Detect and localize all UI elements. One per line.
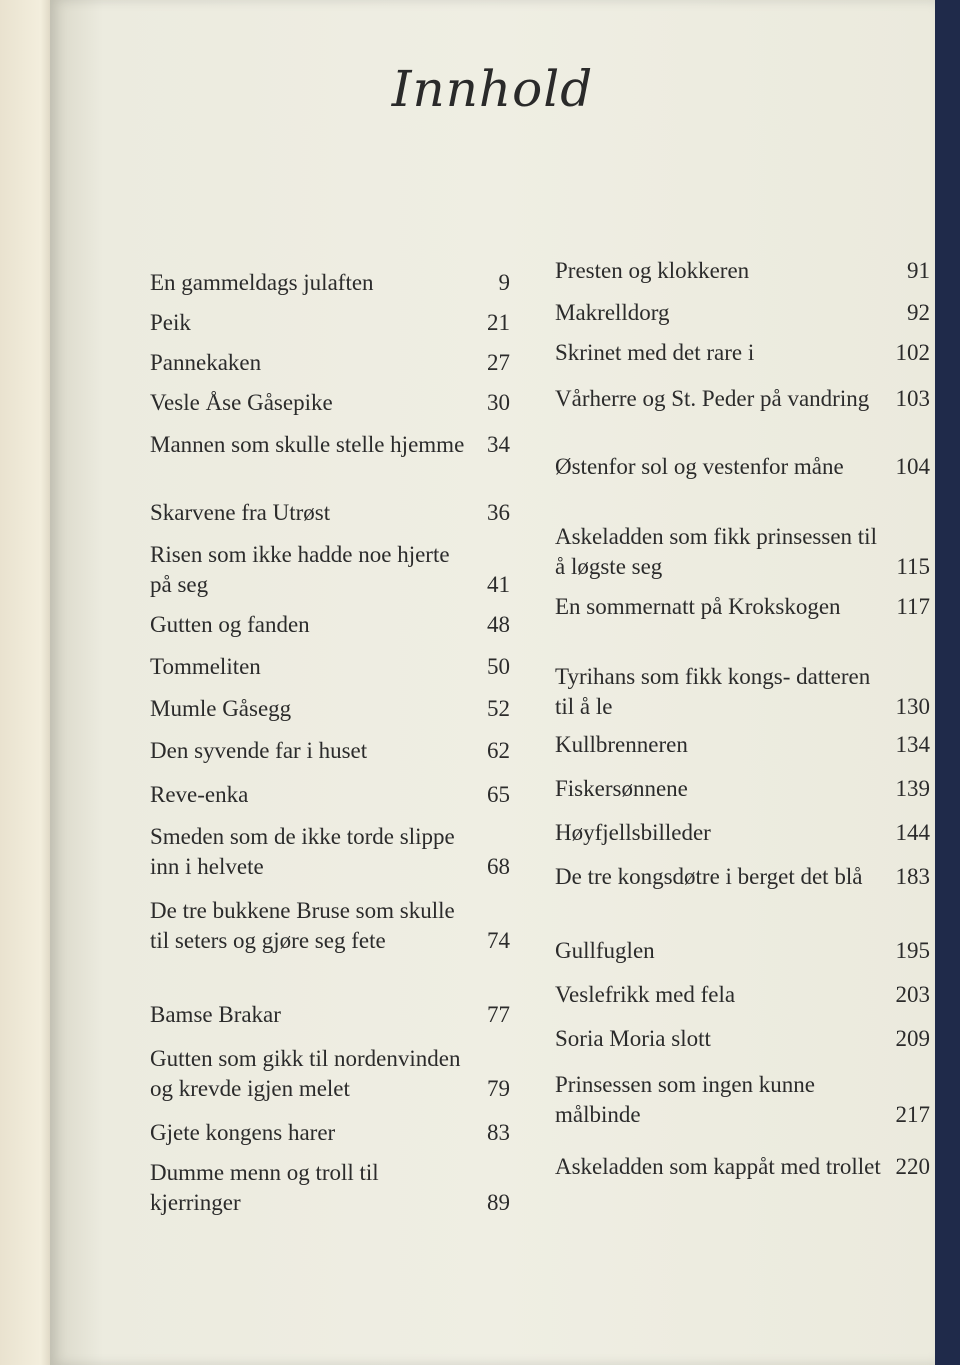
toc-entry: [150, 1000, 510, 1030]
toc-entry-page: 21: [487, 310, 510, 335]
toc-entry-page: 74: [487, 928, 510, 953]
toc-entry: [150, 1158, 510, 1218]
toc-entry: [555, 256, 930, 286]
toc-entry-page: 134: [895, 732, 930, 757]
toc-entry-title: De tre kongsdøtre i berget det blå: [555, 864, 863, 889]
toc-entry: [150, 694, 510, 724]
toc-entry-page: 102: [895, 340, 930, 365]
toc-entry: [150, 610, 510, 640]
toc-entry-title: Smeden som de ikke torde slippe inn i helvete: [150, 824, 455, 879]
toc-entry-page: 91: [907, 258, 930, 283]
toc-entry-page: 115: [896, 554, 930, 579]
toc-entry-page: 144: [895, 820, 930, 845]
toc-entry-title: Østenfor sol og vestenfor måne: [555, 454, 844, 479]
toc-entry-page: 92: [907, 300, 930, 325]
toc-entry-page: 217: [895, 1102, 930, 1127]
toc-entry-title: Bamse Brakar: [150, 1002, 281, 1027]
toc-entry-title: Gjete kongens harer: [150, 1120, 336, 1145]
toc-entry: [555, 452, 930, 482]
toc-entry-title: Vårherre og St. Peder på vandring: [555, 386, 870, 411]
toc-entry-title: Kullbrenneren: [555, 732, 688, 757]
toc-entry: [555, 522, 930, 582]
toc-entry-page: 77: [487, 1002, 510, 1027]
toc-entry: [555, 730, 930, 760]
toc-entry: [150, 780, 510, 810]
toc-entry-page: 79: [487, 1076, 510, 1101]
toc-entry: [150, 652, 510, 682]
toc-entry: [555, 774, 930, 804]
toc-entry-title: Peik: [150, 310, 191, 335]
toc-entry-page: 9: [498, 270, 510, 295]
toc-entry: [150, 1118, 510, 1148]
toc-entry-page: 103: [895, 386, 930, 411]
toc-entry-page: 50: [487, 654, 510, 679]
toc-entry-title: Prinsessen som ingen kunne målbinde: [555, 1072, 816, 1127]
toc-entry-title: Fiskersønnene: [555, 776, 688, 801]
toc-entry: [150, 498, 510, 528]
toc-entry: [150, 430, 510, 460]
toc-entry: [150, 308, 510, 338]
toc-entry-title: Den syvende far i huset: [150, 738, 368, 763]
toc-entry-title: Tommeliten: [150, 654, 261, 679]
toc-entry-title: Askeladden som kappåt med trollet: [555, 1154, 881, 1179]
toc-entry-title: Soria Moria slott: [555, 1026, 711, 1051]
toc-entry-page: 183: [895, 864, 930, 889]
toc-entry-page: 209: [895, 1026, 930, 1051]
toc-entry-title: Gutten og fanden: [150, 612, 310, 637]
toc-entry: [150, 736, 510, 766]
toc-entry-title: Makrelldorg: [555, 300, 670, 325]
toc-entry-title: Pannekaken: [150, 350, 262, 375]
toc-entry-page: 48: [487, 612, 510, 637]
toc-entry-title: Gutten som gikk til nordenvinden og krevde igjen melet: [150, 1046, 461, 1101]
toc-entry-title: Dumme menn og troll til kjerringer: [150, 1160, 379, 1215]
toc-entry-page: 36: [487, 500, 510, 525]
toc-entry: [555, 980, 930, 1010]
toc-entry-page: 65: [487, 782, 510, 807]
toc-entry-page: 41: [487, 572, 510, 597]
toc-entry-page: 68: [487, 854, 510, 879]
toc-entry-title: De tre bukkene Bruse som skulle til seters og gjøre seg fete: [150, 898, 455, 953]
toc-entry: [555, 1024, 930, 1054]
toc-entry-title: Mumle Gåsegg: [150, 696, 292, 721]
toc-entry-title: Skarvene fra Utrøst: [150, 500, 331, 525]
toc-entry-page: 52: [487, 696, 510, 721]
toc-entry-page: 220: [895, 1154, 930, 1179]
toc-entry-page: 89: [487, 1190, 510, 1215]
toc-entry-page: 139: [895, 776, 930, 801]
toc-entry: [555, 1152, 930, 1182]
toc-entry: [150, 1044, 510, 1104]
page-title: Innhold: [391, 60, 594, 118]
toc-entry-page: 27: [487, 350, 510, 375]
toc-entry-page: 203: [895, 982, 930, 1007]
toc-entry-page: 130: [895, 694, 930, 719]
toc-entry: [555, 936, 930, 966]
toc-entry-page: 62: [487, 738, 510, 763]
toc-entry: [150, 822, 510, 882]
toc-entry-title: Vesle Åse Gåsepike: [150, 390, 333, 415]
toc-entry: [150, 348, 510, 378]
toc-entry-title: Askeladden som fikk prinsessen til å løgste seg: [555, 524, 877, 579]
toc-entry: [555, 818, 930, 848]
toc-entry: [150, 388, 510, 418]
toc-entry: [150, 268, 510, 298]
toc-entry-title: Presten og klokkeren: [555, 258, 750, 283]
toc-entry: [555, 338, 930, 368]
toc-entry-page: 34: [487, 432, 510, 457]
toc-entry: [555, 862, 930, 892]
toc-entry-title: Veslefrikk med fela: [555, 982, 736, 1007]
toc-entry-title: Høyfjellsbilleder: [555, 820, 711, 845]
toc-entry-title: Skrinet med det rare i: [555, 340, 755, 365]
toc-entry: [555, 298, 930, 328]
toc-entry-title: Mannen som skulle stelle hjemme: [150, 432, 465, 457]
toc-entry-title: Risen som ikke hadde noe hjerte på seg: [150, 542, 450, 597]
toc-entry-page: 195: [895, 938, 930, 963]
toc-entry-page: 83: [487, 1120, 510, 1145]
toc-entry: [150, 896, 510, 956]
toc-entry-page: 104: [895, 454, 930, 479]
toc-entry-page: 30: [487, 390, 510, 415]
toc-entry: [555, 384, 930, 414]
toc-entry: [555, 662, 930, 722]
toc-entry-title: Reve-enka: [150, 782, 249, 807]
toc-entry-title: En gammeldags julaften: [150, 270, 374, 295]
contents-page: [50, 0, 935, 1365]
toc-entry-page: 117: [896, 594, 930, 619]
toc-entry-title: Gullfuglen: [555, 938, 655, 963]
toc-entry-title: En sommernatt på Krokskogen: [555, 594, 841, 619]
toc-entry: [150, 540, 510, 600]
toc-entry: [555, 592, 930, 622]
toc-entry-title: Tyrihans som fikk kongs- datteren til å le: [555, 664, 871, 719]
toc-entry: [555, 1070, 930, 1130]
